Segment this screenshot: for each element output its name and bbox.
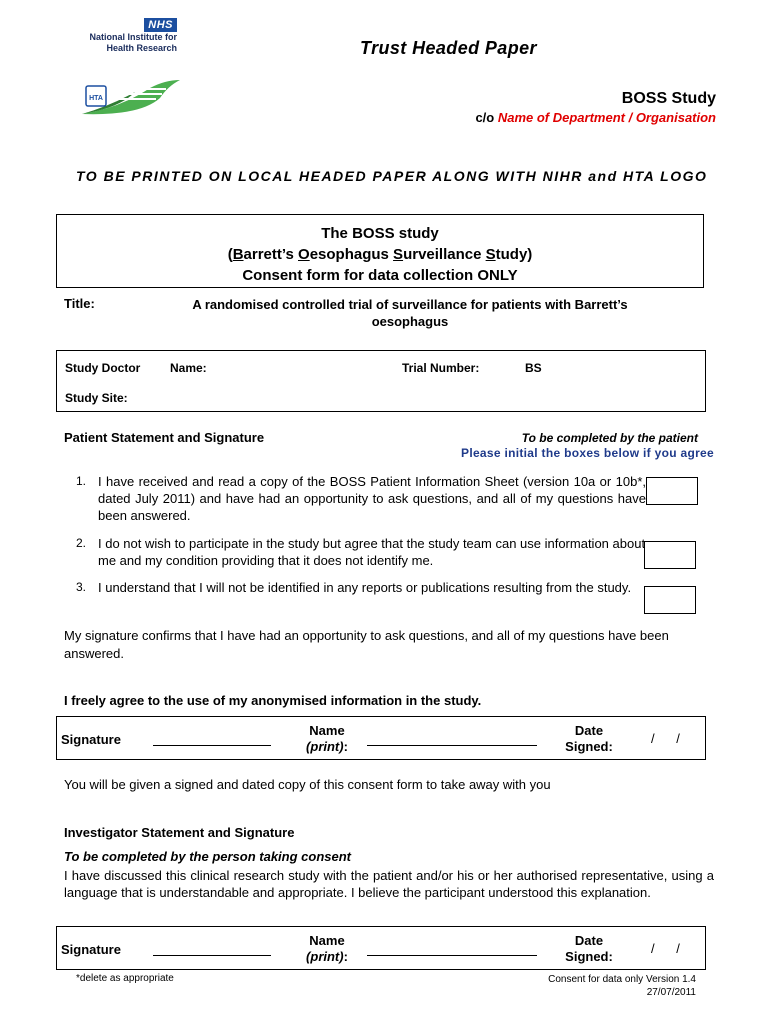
study-site-label: Study Site: [65,391,128,405]
investigator-subheading: To be completed by the person taking consent [64,849,352,864]
initial-box-2[interactable] [644,541,696,569]
initial-box-3[interactable] [644,586,696,614]
patient-section-heading: Patient Statement and Signature [64,430,265,445]
signature-line[interactable] [153,745,271,746]
hta-logo-graphic [80,78,182,118]
signature-confirmation: My signature confirms that I have had an opportunity to ask questions, and all of my questions have been answered. [64,628,669,661]
patient-signature-box [56,716,706,760]
footer-version-line: Consent for data only Version 1.4 [548,974,696,985]
hta-badge: HTA [89,95,103,102]
footer-date-line: 27/07/2011 [646,987,696,998]
header-title: Trust Headed Paper [360,38,537,58]
statement-number: 1. [76,474,87,488]
trial-title-label: Title: [64,296,95,311]
trial-title-line1: A randomised controlled trial of surveillance for patients with Barrett’s [192,297,628,312]
name-print-line[interactable] [367,955,537,956]
initial-box-1[interactable] [646,477,698,505]
title-box [56,214,704,288]
title-line1: The BOSS study [321,225,439,242]
statement-number: 3. [76,580,87,594]
nihr-line1: National Institute for [89,32,177,42]
investigator-signature-box [56,926,706,970]
patient-completion-note: To be completed by the patient [521,431,698,445]
study-info-box [56,350,706,412]
print-instruction: TO BE PRINTED ON LOCAL HEADED PAPER ALONG WITH NIHR and HTA LOGO [76,168,708,184]
study-doctor-label: Study Doctor [65,361,141,375]
footer-note: *delete as appropriate [76,973,174,984]
trial-number-label: Trial Number: [402,361,480,375]
statement-item [76,473,646,524]
investigator-heading: Investigator Statement and Signature [64,825,295,840]
nihr-logo-text [90,32,178,54]
initial-instruction: Please initial the boxes below if you agree [461,446,714,460]
name-print-line[interactable] [367,745,537,746]
agreement-statement: I freely agree to the use of my anonymised information in the study. [64,693,482,708]
nhs-badge: NHS [144,18,177,32]
date-field[interactable]: / / [651,731,680,746]
footer-version [548,973,696,999]
name-print-label: Name (print): [306,933,348,964]
trial-title-line2: oesophagus [371,314,449,329]
date-field[interactable]: / / [651,941,680,956]
title-line2: (Barrett’s Oesophagus Surveillance Study) [227,246,533,263]
statement-item [76,535,646,569]
nihr-line2: Health Research [106,43,177,53]
title-line3: Consent form for data collection ONLY [242,267,518,284]
signature-line[interactable] [153,955,271,956]
name-label: Name: [170,361,207,375]
investigator-statement: I have discussed this clinical research study with the patient and/or his or her authorised representative, using a language that is understandable and appropriate. I believe the participant understood this explanation. [64,868,714,900]
trial-number-value: BS [525,361,542,375]
nihr-logo [72,18,182,58]
department-name: Name of Department / Organisation [497,110,716,125]
department-line [475,110,716,125]
co-prefix: c/o [475,110,498,125]
trial-title-text [140,296,680,330]
date-signed-label: Date Signed: [565,723,613,754]
copy-note: You will be given a signed and dated copy of this consent form to take away with you [64,777,551,792]
statement-text: I do not wish to participate in the study but agree that the study team can use information about me and my condition providing that it does not identify me. [98,536,646,568]
statement-text: I understand that I will not be identified in any reports or publications resulting from the study. [98,580,632,595]
signature-label: Signature [61,732,121,747]
study-name: BOSS Study [621,90,716,107]
statement-text: I have received and read a copy of the BOSS Patient Information Sheet (version 10a or 10b*, dated July 2011) and have had an opportunity to ask questions, and all of my questions have been answered. [98,474,646,523]
hta-logo [80,78,182,118]
name-print-label: Name (print): [306,723,348,754]
statement-item [76,579,646,596]
statement-number: 2. [76,536,87,550]
date-signed-label: Date Signed: [565,933,613,964]
signature-label: Signature [61,942,121,957]
